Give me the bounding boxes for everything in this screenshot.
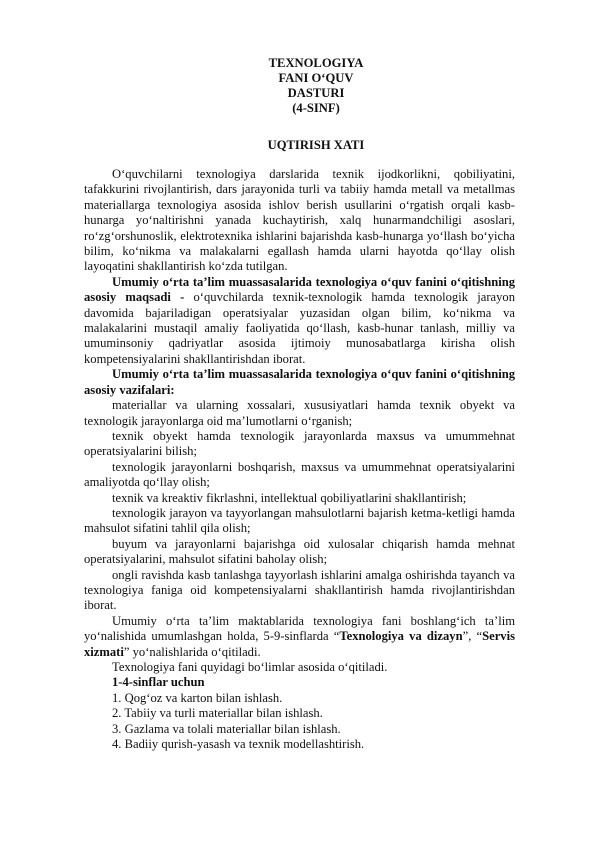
task-item: ongli ravishda kasb tanlashga tayyorlash ishlarini amalga oshirishda tayanch va texnologiya faniga oid kompetensiyalarni shakllantirish hamda rivojlantirishdan iborat. bbox=[84, 567, 515, 613]
header-line-4: (4-SINF) bbox=[292, 101, 340, 115]
task-item: texnik obyekt hamda texnologik jarayonlarda maxsus va umummehnat operatsiyalarini bilish; bbox=[84, 428, 515, 459]
document-header bbox=[0, 56, 596, 116]
goal-heading: Umumiy o‘rta ta’lim muassasalarida texnologiya o‘quv fanini o‘qitishning asosiy maqsadi - bbox=[84, 274, 515, 305]
paragraph-directions: Umumiy o‘rta ta’lim maktablarida texnologiya fani boshlang‘ich ta’lim yo‘nalishida umumlashgan holda, 5-9-sinflarda “Texnologiya va dizayn”, “Servis xizmati” yo‘nalishlarida o‘qitiladi. bbox=[84, 613, 515, 659]
goal-text: o‘quvchilarda texnik-texnologik hamda texnologik jarayon davomida bajariladigan operatsiyalar yuzasidan olgan bilim, ko‘nikma va malakalarini mustaqil amaliy faoliyatida qo‘llash, kasb-hunar tanlash, milliy va umuminsoniy qadriyatlar asosida ijtimoiy munosabatlarga kirisha olish kompetensiyalarini shakllantirishdan iborat. bbox=[84, 290, 515, 366]
section-item: 1. Qog‘oz va karton bilan ishlash. bbox=[112, 690, 283, 705]
document-body bbox=[84, 167, 515, 752]
task-item: texnologik jarayonlarni boshqarish, maxsus va umummehnat operatsiyalarini amaliyotda qo‘llay olish; bbox=[84, 459, 515, 490]
section-title: UQTIRISH XATI bbox=[267, 138, 365, 152]
header-line-3: DASTURI bbox=[287, 86, 345, 100]
task-item: texnik va kreaktiv fikrlashni, intellektual qobiliyatlarini shakllantirish; bbox=[112, 490, 467, 505]
paragraph-intro: O‘quvchilarni texnologiya darslarida texnik ijodkorlikni, qobiliyatini, tafakkurini rivojlantirish, dars jarayonida turli va tabiiy hamda metall va metallmas materiallarga texnologiya asosida ishlov berish usullarini o‘rgatish orqali kasb-hunarga yo‘naltirishni yanada kuchaytirish, xalq hunarmandchiligi asoslari, ro‘zg‘orshunoslik, elektrotexnika ishlarini bajarishda kasb-hunarga yo‘llash bo‘yicha bilim, ko‘nikma va malakalarni egallash hamda ularni hayotda qo‘llay olish layoqatini shakllantirish ko‘zda tutilgan. bbox=[84, 167, 515, 274]
grades-heading: 1-4-sinflar uchun bbox=[112, 675, 205, 690]
direction-design: Texnologiya va dizayn bbox=[339, 629, 463, 644]
header-line-1: TEXNOLOGIYA bbox=[268, 56, 364, 70]
section-item: 2. Tabiiy va turli materiallar bilan ishlash. bbox=[112, 706, 323, 721]
direction-service: Servis xizmati bbox=[84, 629, 515, 659]
section-item: 4. Badiiy qurish-yasash va texnik modellashtirish. bbox=[112, 737, 365, 752]
task-item: materiallar va ularning xossalari, xususiyatlari hamda texnik obyekt va texnologik jarayonlarga oid ma’lumotlarni o‘rganish; bbox=[84, 398, 515, 428]
task-item: buyum va jarayonlarni bajarishga oid xulosalar chiqarish hamda mehnat operatsiyalarini, mahsulot sifatini baholay olish; bbox=[84, 536, 515, 567]
header-line-2: FANI O‘QUV bbox=[278, 71, 354, 85]
task-item: texnologik jarayon va tayyorlangan mahsulotlarni bajarish ketma-ketligi hamda mahsulot sifatini tahlil qila olish; bbox=[84, 505, 515, 536]
paragraph-sections-intro: Texnologiya fani quyidagi bo‘limlar asosida o‘qitiladi. bbox=[112, 660, 388, 674]
tasks-heading: Umumiy o‘rta ta’lim muassasalarida texnologiya o‘quv fanini o‘qitishning asosiy vazifalari: bbox=[84, 367, 515, 397]
section-item: 3. Gazlama va tolali materiallar bilan ishlash. bbox=[112, 721, 341, 736]
paragraph-goal bbox=[84, 275, 515, 367]
